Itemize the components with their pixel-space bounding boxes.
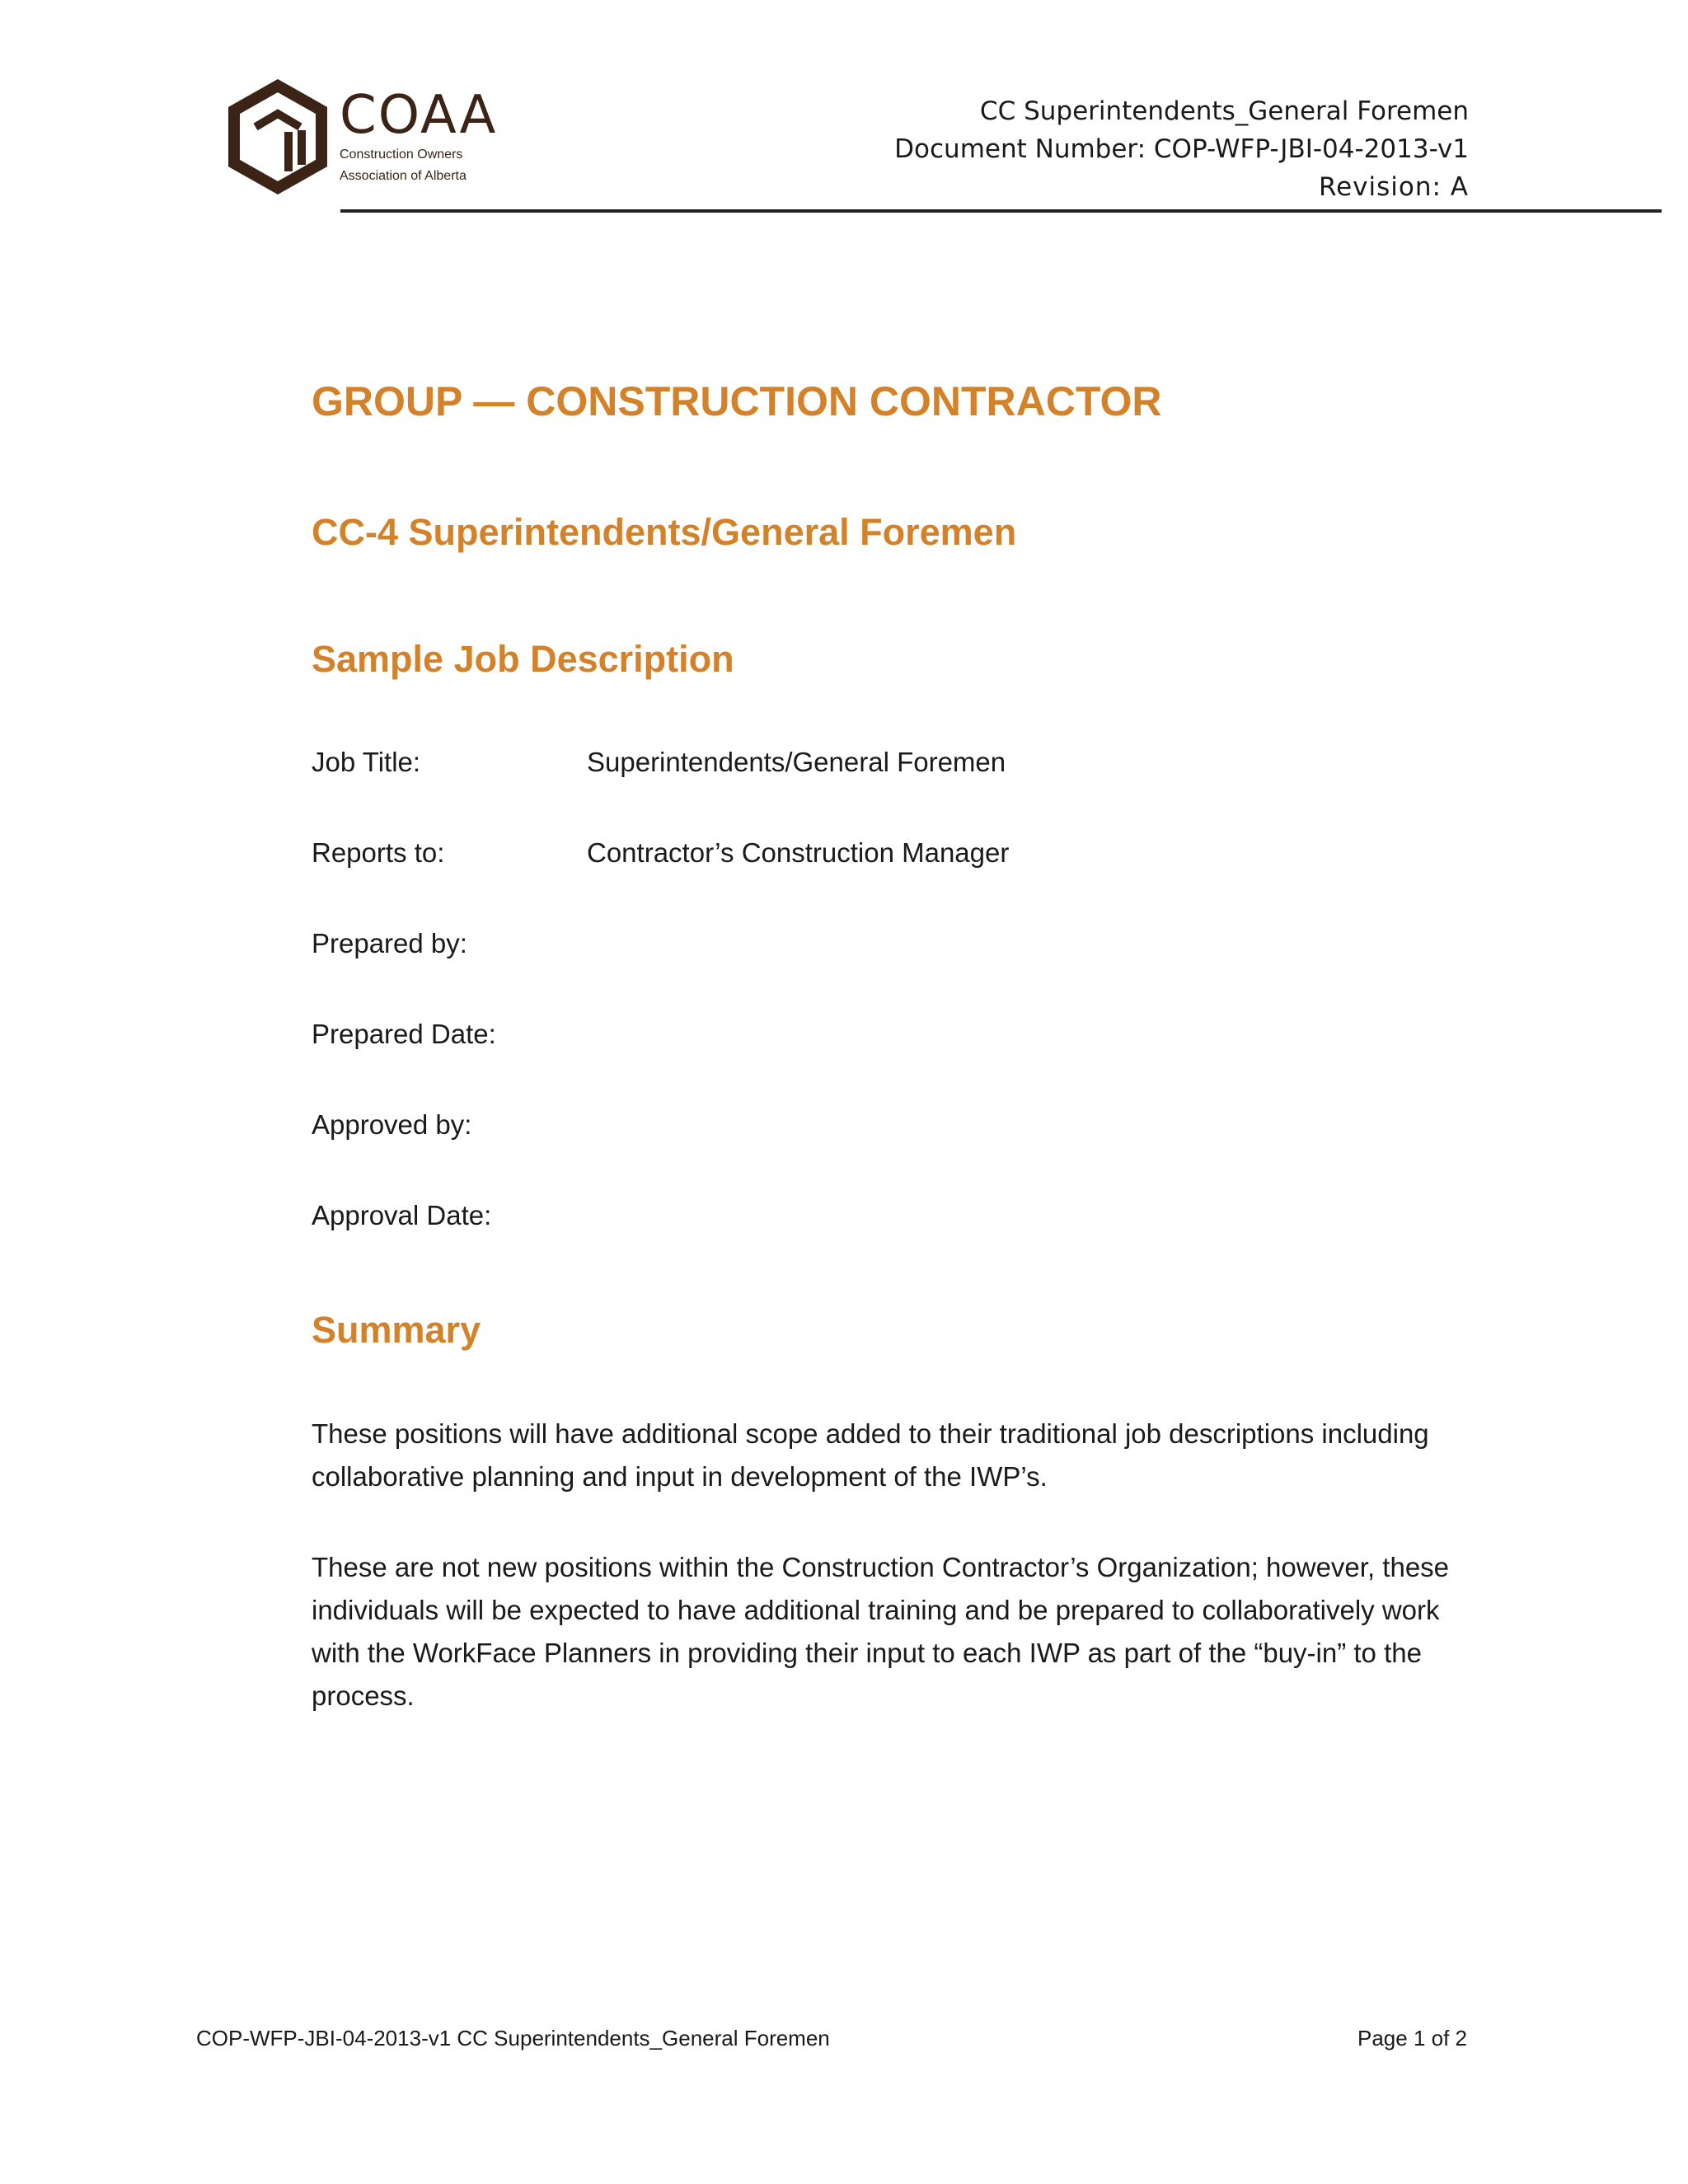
- coaa-logo: [224, 79, 496, 203]
- logo-name: COAA: [340, 85, 498, 146]
- field-label: Approval Date:: [312, 1200, 492, 1230]
- field-label: Prepared by:: [312, 928, 467, 958]
- hexagon-logo-icon: [224, 79, 331, 203]
- footer-page-number: Page 1 of 2: [1357, 2026, 1467, 2050]
- header-divider: [340, 209, 1662, 213]
- field-label: Approved by:: [312, 1109, 472, 1140]
- footer-document-id: COP-WFP-JBI-04-2013-v1 CC Superintendents_General Foremen: [196, 2026, 830, 2050]
- field-approved-by: [312, 1109, 587, 1141]
- field-label: Prepared Date:: [312, 1019, 496, 1049]
- logo-text: [340, 85, 498, 185]
- field-job-title: [312, 747, 1006, 778]
- logo-subtitle-1: Construction Owners: [340, 148, 463, 162]
- field-prepared-by: [312, 928, 587, 959]
- document-title: CC Superintendents_General Foremen: [979, 96, 1469, 126]
- logo-subtitle-2: Association of Alberta: [340, 169, 467, 183]
- document-header: [894, 92, 1469, 206]
- sample-heading: Sample Job Description: [312, 638, 734, 680]
- summary-paragraph-2: These are not new positions within the Construction Contractor’s Organization; however, these individuals will be expected to have additional training and be prepared to collaboratively work with the WorkFace Planners in providing their input to each IWP as part of the “buy-in” to the process.: [312, 1552, 1450, 1711]
- document-number: Document Number: COP-WFP-JBI-04-2013-v1: [894, 134, 1469, 164]
- group-heading: GROUP — CONSTRUCTION CONTRACTOR: [312, 378, 1162, 424]
- field-value: Superintendents/General Foremen: [587, 747, 1006, 777]
- summary-paragraph-1: These positions will have additional scope added to their traditional job descriptions including collaborative planning and input in development of the IWP’s.: [312, 1418, 1429, 1492]
- field-approval-date: [312, 1200, 587, 1231]
- role-heading: CC-4 Superintendents/General Foremen: [312, 511, 1017, 553]
- field-label: Job Title:: [312, 747, 421, 777]
- field-prepared-date: [312, 1019, 587, 1050]
- field-reports-to: [312, 837, 1009, 869]
- revision: Revision: A: [1318, 172, 1469, 202]
- summary-heading: Summary: [312, 1309, 481, 1351]
- field-value: Contractor’s Construction Manager: [587, 837, 1010, 868]
- field-label: Reports to:: [312, 837, 445, 868]
